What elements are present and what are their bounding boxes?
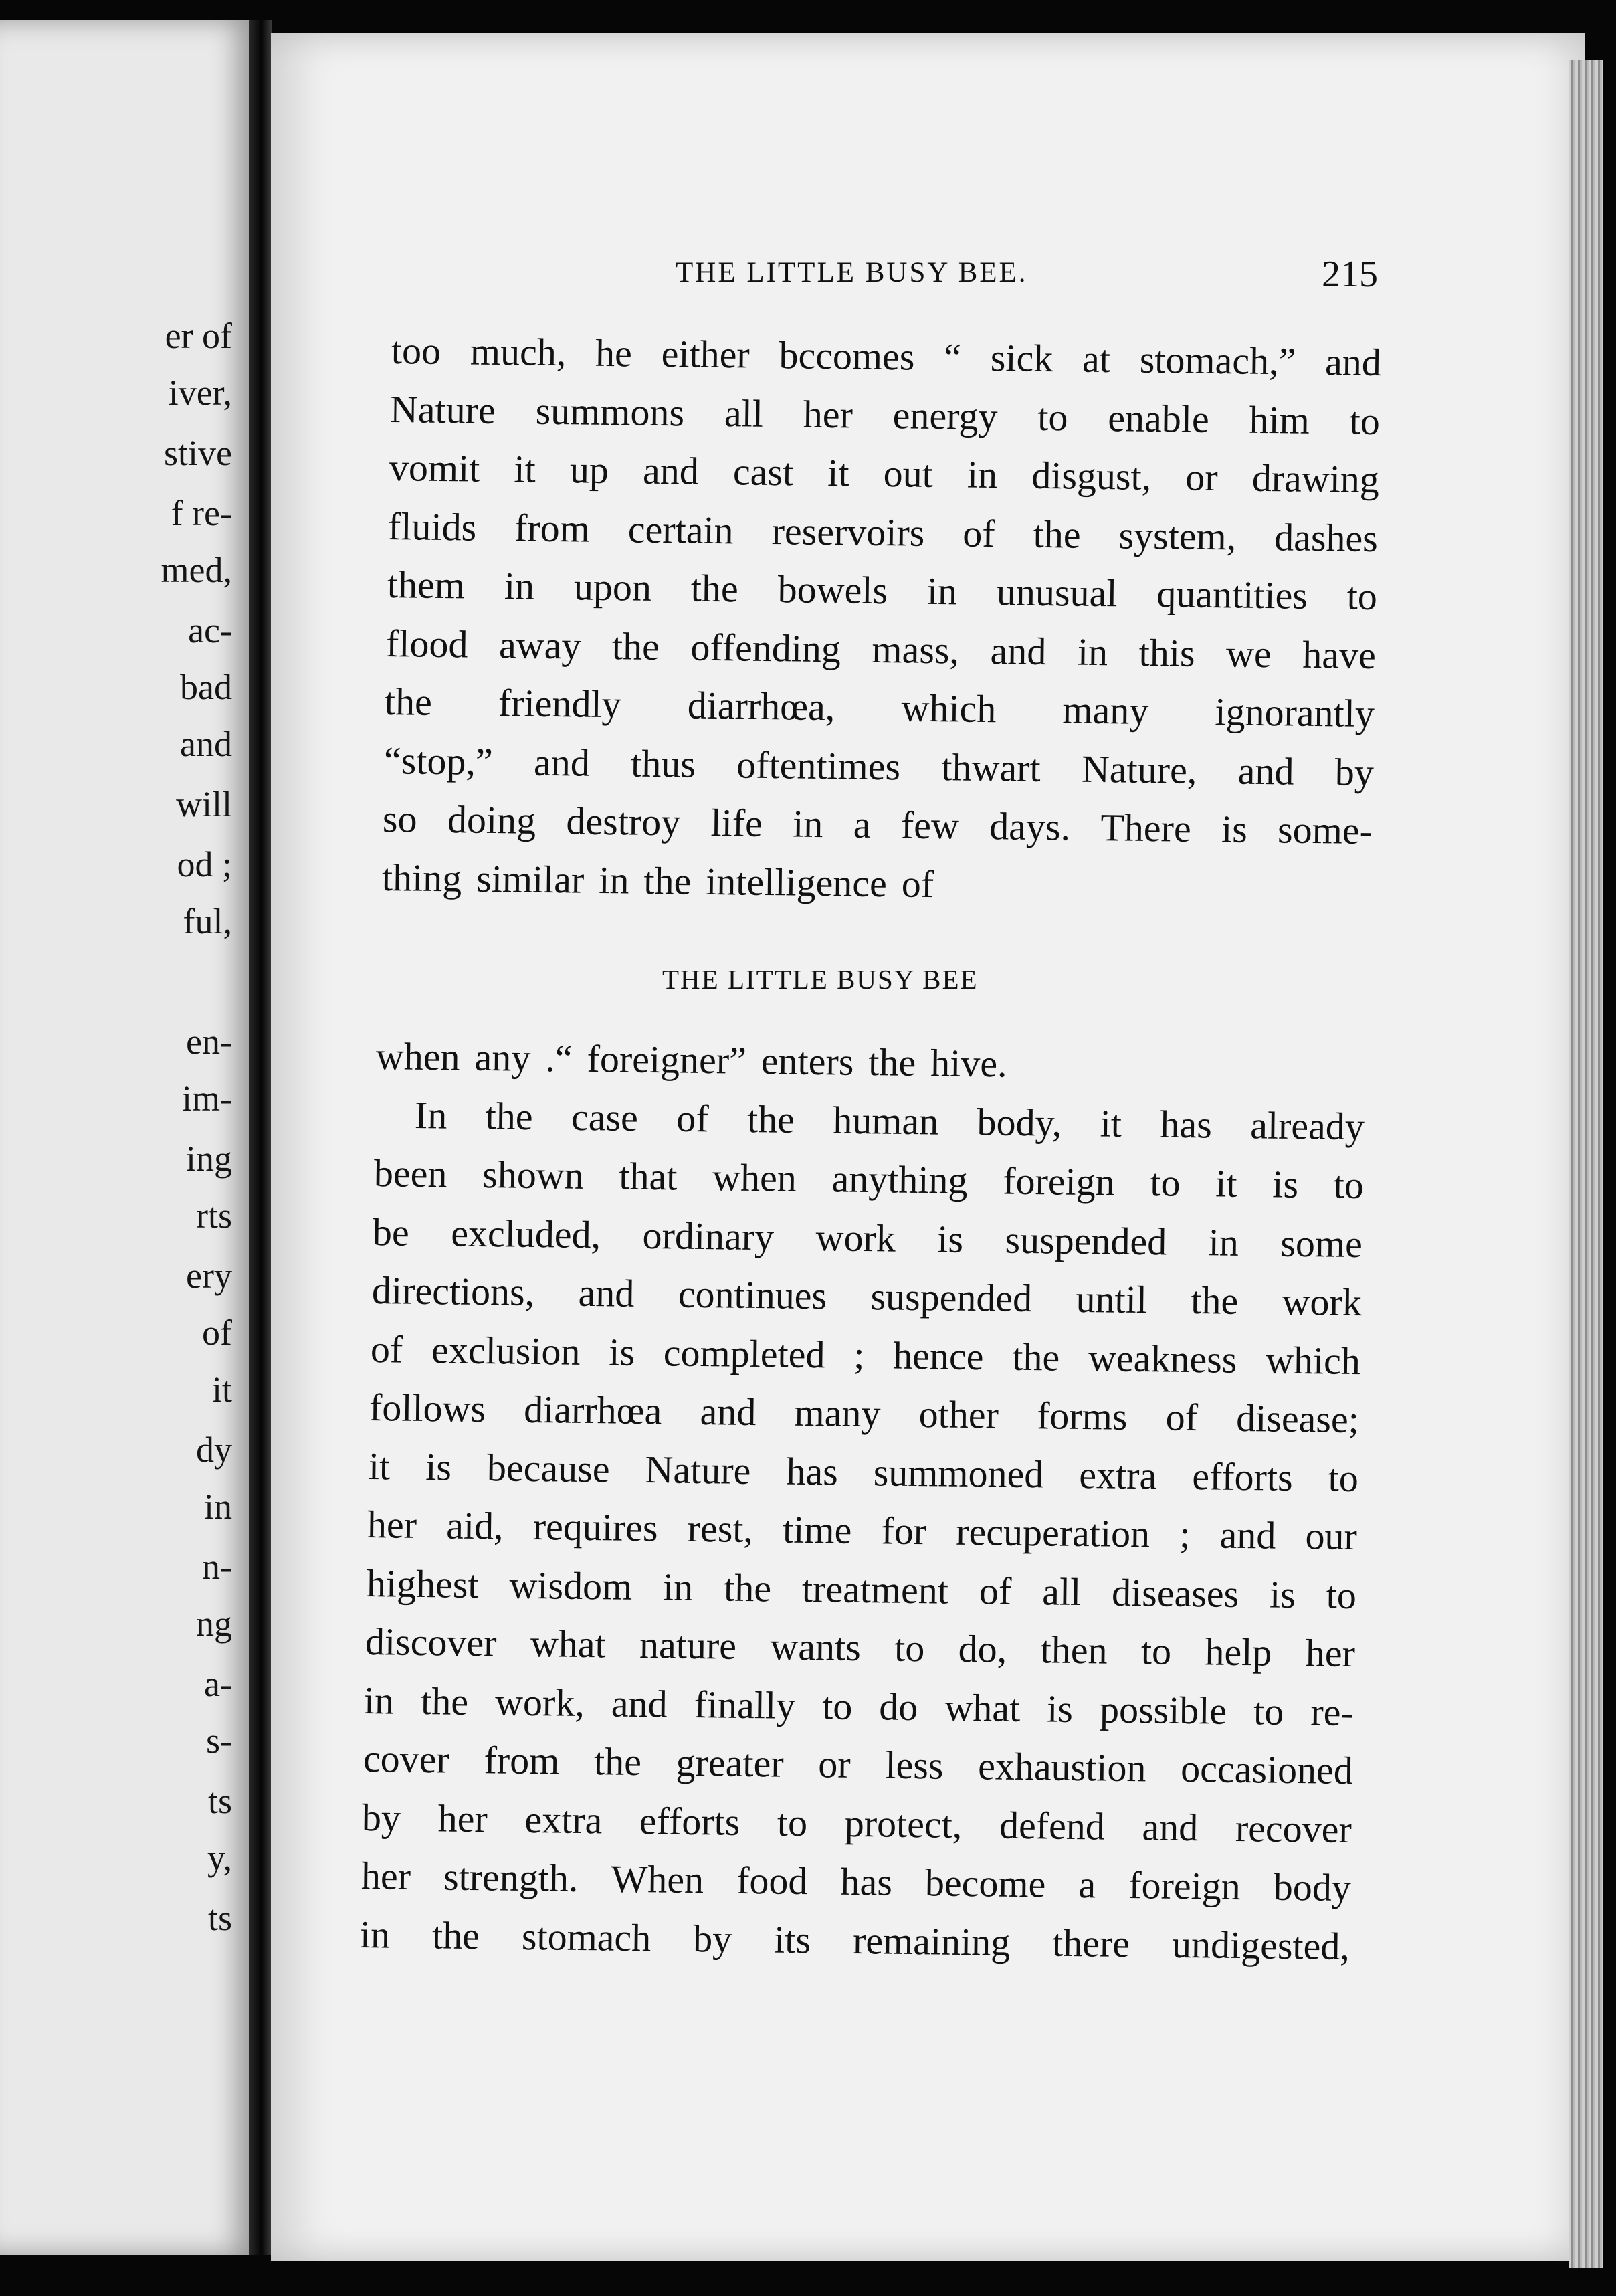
left-page-fragment: iver,	[168, 373, 232, 413]
text-line: discover what nature wants to do, then to help her	[365, 1620, 1356, 1676]
text-line: of exclusion is completed ; hence the weakness which	[370, 1327, 1361, 1383]
left-page-fragment: en-	[186, 1022, 232, 1062]
text-line: her strength. When food has become a foreign body	[361, 1854, 1351, 1910]
left-page-fragment: med,	[161, 550, 232, 590]
left-page-fragment: ac-	[188, 610, 232, 650]
left-page-fragment: ery	[186, 1256, 232, 1296]
text-line: the friendly diarrhœa, which many ignorantly	[385, 680, 1375, 736]
text-line: been shown that when anything foreign to it is to	[373, 1151, 1365, 1208]
left-page-fragment: ts	[207, 1898, 232, 1938]
left-page-fragment: it	[211, 1369, 232, 1410]
section-subheading: THE LITTLE BUSY BEE	[662, 964, 979, 995]
left-page-fragment: ts	[207, 1781, 232, 1821]
text-line: follows diarrhœa and many other forms of disease;	[369, 1385, 1360, 1442]
left-page-fragment: in	[203, 1487, 232, 1527]
left-page-fragment: bad	[180, 667, 232, 707]
text-line: her aid, requires rest, time for recuperation ; and our	[367, 1503, 1358, 1559]
left-page-fragment: im-	[182, 1078, 232, 1119]
text-line: In the case of the human body, it has already	[415, 1092, 1365, 1148]
left-page-fragment: od ;	[177, 844, 232, 884]
text-line: so doing destroy life in a few days. There is some-	[382, 797, 1373, 853]
text-line: vomit it up and cast it out in disgust, or drawing	[389, 446, 1380, 502]
text-line: flood away the offending mass, and in this we have	[385, 621, 1377, 677]
text-line: when any .“ foreigner” enters the hive.	[375, 1034, 1008, 1086]
left-page-fragment: f re-	[171, 493, 232, 533]
text-line: highest wisdom in the treatment of all diseases is to	[366, 1561, 1356, 1617]
text-line: it is because Nature has summoned extra efforts to	[368, 1444, 1359, 1500]
text-line: be excluded, ordinary work is suspended in some	[372, 1210, 1363, 1266]
text-line: too much, he either bccomes “ sick at stomach,” and	[391, 328, 1382, 385]
text-line: fluids from certain reservoirs of the system, dashes	[387, 504, 1379, 560]
text-line: them in upon the bowels in unusual quantities to	[387, 563, 1377, 619]
left-page-fragment: and	[180, 724, 232, 764]
text-line: in the work, and finally to do what is possible to re-	[364, 1678, 1354, 1734]
text-line: in the stomach by its remaining there undigested,	[359, 1912, 1350, 1968]
left-page-fragment: of	[202, 1313, 232, 1353]
page-edges	[1569, 60, 1603, 2268]
left-page-fragment: er of	[165, 316, 232, 356]
text-line: directions, and continues suspended until the work	[371, 1268, 1362, 1325]
text-line: cover from the greater or less exhaustion occasioned	[363, 1737, 1354, 1793]
text-line: thing similar in the intelligence of	[381, 855, 934, 906]
left-page	[0, 20, 258, 2255]
left-page-fragment: s-	[206, 1721, 232, 1761]
left-page-fragment: a-	[204, 1664, 232, 1704]
book-gutter	[249, 20, 272, 2255]
running-head: THE LITTLE BUSY BEE.	[676, 257, 1028, 288]
left-page-fragment: ng	[196, 1604, 232, 1644]
left-page-fragment: rts	[196, 1195, 232, 1236]
left-page-fragment: dy	[196, 1430, 232, 1470]
left-page-fragment: ful,	[183, 901, 232, 941]
left-page-fragment: y,	[207, 1838, 232, 1878]
left-page-fragment: will	[175, 784, 232, 824]
left-page-fragment: ing	[185, 1139, 232, 1179]
left-page-fragment: n-	[202, 1547, 232, 1587]
left-page-fragment: stive	[164, 433, 232, 473]
text-line: Nature summons all her energy to enable him to	[390, 387, 1381, 443]
page-number: 215	[1322, 254, 1378, 295]
text-line: “stop,” and thus oftentimes thwart Nature, and by	[383, 738, 1375, 794]
text-line: by her extra efforts to protect, defend and recover	[361, 1795, 1352, 1851]
